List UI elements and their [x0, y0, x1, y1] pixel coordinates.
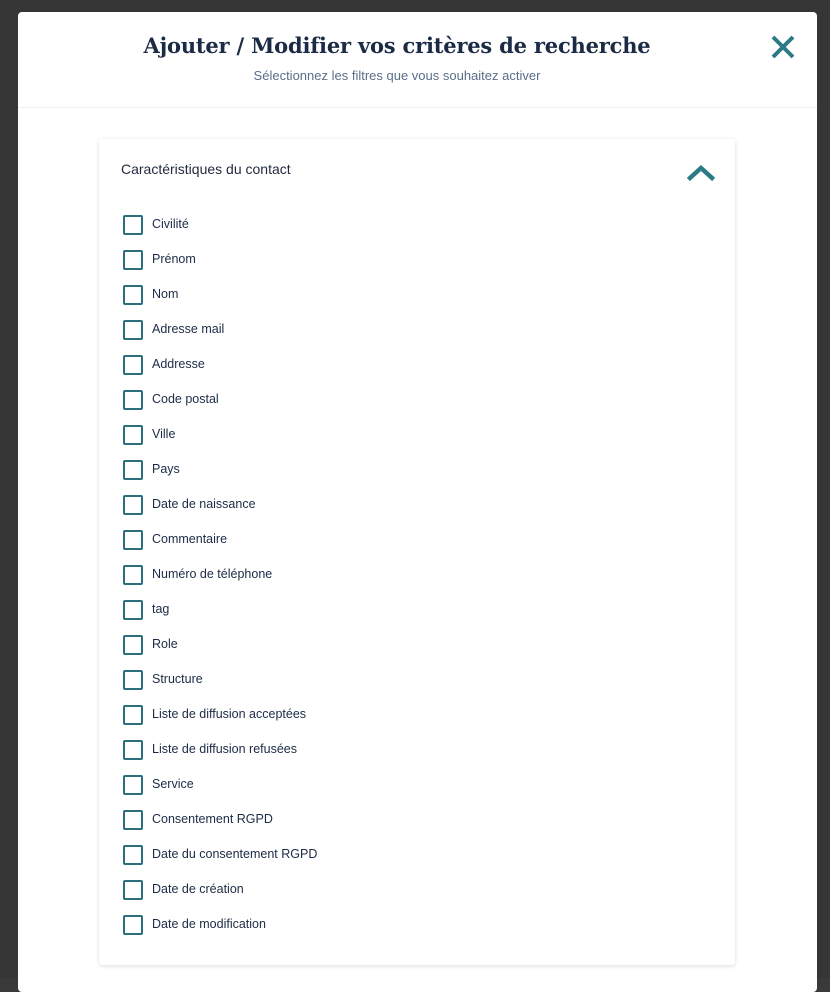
collapse-section-button[interactable] [687, 163, 715, 183]
checkbox[interactable] [123, 390, 143, 410]
filter-option[interactable] [123, 250, 317, 285]
checkbox[interactable] [123, 880, 143, 900]
filter-option[interactable] [123, 880, 317, 915]
close-icon [768, 32, 798, 62]
modal-header [18, 12, 817, 108]
filter-option[interactable] [123, 530, 317, 565]
filter-option-label: Liste de diffusion acceptées [152, 707, 307, 721]
filter-option[interactable] [123, 390, 317, 425]
filter-option-label: Date de naissance [152, 497, 256, 511]
filter-option[interactable] [123, 320, 317, 355]
filter-option-label: Civilité [152, 217, 189, 231]
modal-title: Ajouter / Modifier vos critères de recherche [143, 33, 651, 58]
checkbox[interactable] [123, 250, 143, 270]
filter-option[interactable] [123, 845, 317, 880]
filter-option-label: Liste de diffusion refusées [152, 742, 298, 756]
checkbox[interactable] [123, 355, 143, 375]
filter-option[interactable] [123, 565, 317, 600]
checkbox[interactable] [123, 600, 143, 620]
checkbox[interactable] [123, 845, 143, 865]
filter-option-label: Ville [152, 427, 176, 441]
filter-option-label: tag [152, 602, 170, 616]
filter-option-label: Pays [152, 462, 180, 476]
filter-option[interactable] [123, 775, 317, 810]
checkbox[interactable] [123, 285, 143, 305]
filter-option-label: Prénom [152, 252, 196, 266]
filter-option-label: Consentement RGPD [152, 812, 273, 826]
filter-option-label: Date de création [152, 882, 244, 896]
filter-option-label: Addresse [152, 357, 205, 371]
checkbox[interactable] [123, 530, 143, 550]
filter-option-label: Commentaire [152, 532, 228, 546]
checkbox[interactable] [123, 775, 143, 795]
filter-option[interactable] [123, 600, 317, 635]
filter-option-label: Date de modification [152, 917, 266, 931]
filter-option[interactable] [123, 425, 317, 460]
filter-options-list [123, 215, 317, 950]
filter-option-label: Adresse mail [152, 322, 225, 336]
filter-option[interactable] [123, 635, 317, 670]
filter-option-label: Role [152, 637, 178, 651]
checkbox[interactable] [123, 670, 143, 690]
checkbox[interactable] [123, 915, 143, 935]
checkbox[interactable] [123, 810, 143, 830]
filter-option-label: Nom [152, 287, 179, 301]
checkbox[interactable] [123, 495, 143, 515]
filter-option[interactable] [123, 285, 317, 320]
filter-option[interactable] [123, 705, 317, 740]
filter-option-label: Service [152, 777, 194, 791]
checkbox[interactable] [123, 740, 143, 760]
filter-option-label: Date du consentement RGPD [152, 847, 318, 861]
section-title: Caractéristiques du contact [121, 161, 291, 177]
filter-option[interactable] [123, 740, 317, 775]
filter-option[interactable] [123, 810, 317, 845]
chevron-up-icon [687, 163, 715, 183]
filter-option[interactable] [123, 460, 317, 495]
checkbox[interactable] [123, 565, 143, 585]
checkbox[interactable] [123, 635, 143, 655]
checkbox[interactable] [123, 425, 143, 445]
filter-option-label: Numéro de téléphone [152, 567, 273, 581]
checkbox[interactable] [123, 460, 143, 480]
filter-option[interactable] [123, 495, 317, 530]
filter-option[interactable] [123, 670, 317, 705]
checkbox[interactable] [123, 705, 143, 725]
filter-modal [18, 12, 817, 992]
checkbox[interactable] [123, 320, 143, 340]
filter-option-label: Structure [152, 672, 203, 686]
contact-characteristics-section [99, 139, 735, 965]
checkbox[interactable] [123, 215, 143, 235]
filter-option[interactable] [123, 915, 317, 950]
close-button[interactable] [768, 32, 798, 62]
filter-option[interactable] [123, 355, 317, 390]
filter-option-label: Code postal [152, 392, 219, 406]
filter-option[interactable] [123, 215, 317, 250]
modal-subtitle: Sélectionnez les filtres que vous souhaitez activer [253, 68, 541, 83]
